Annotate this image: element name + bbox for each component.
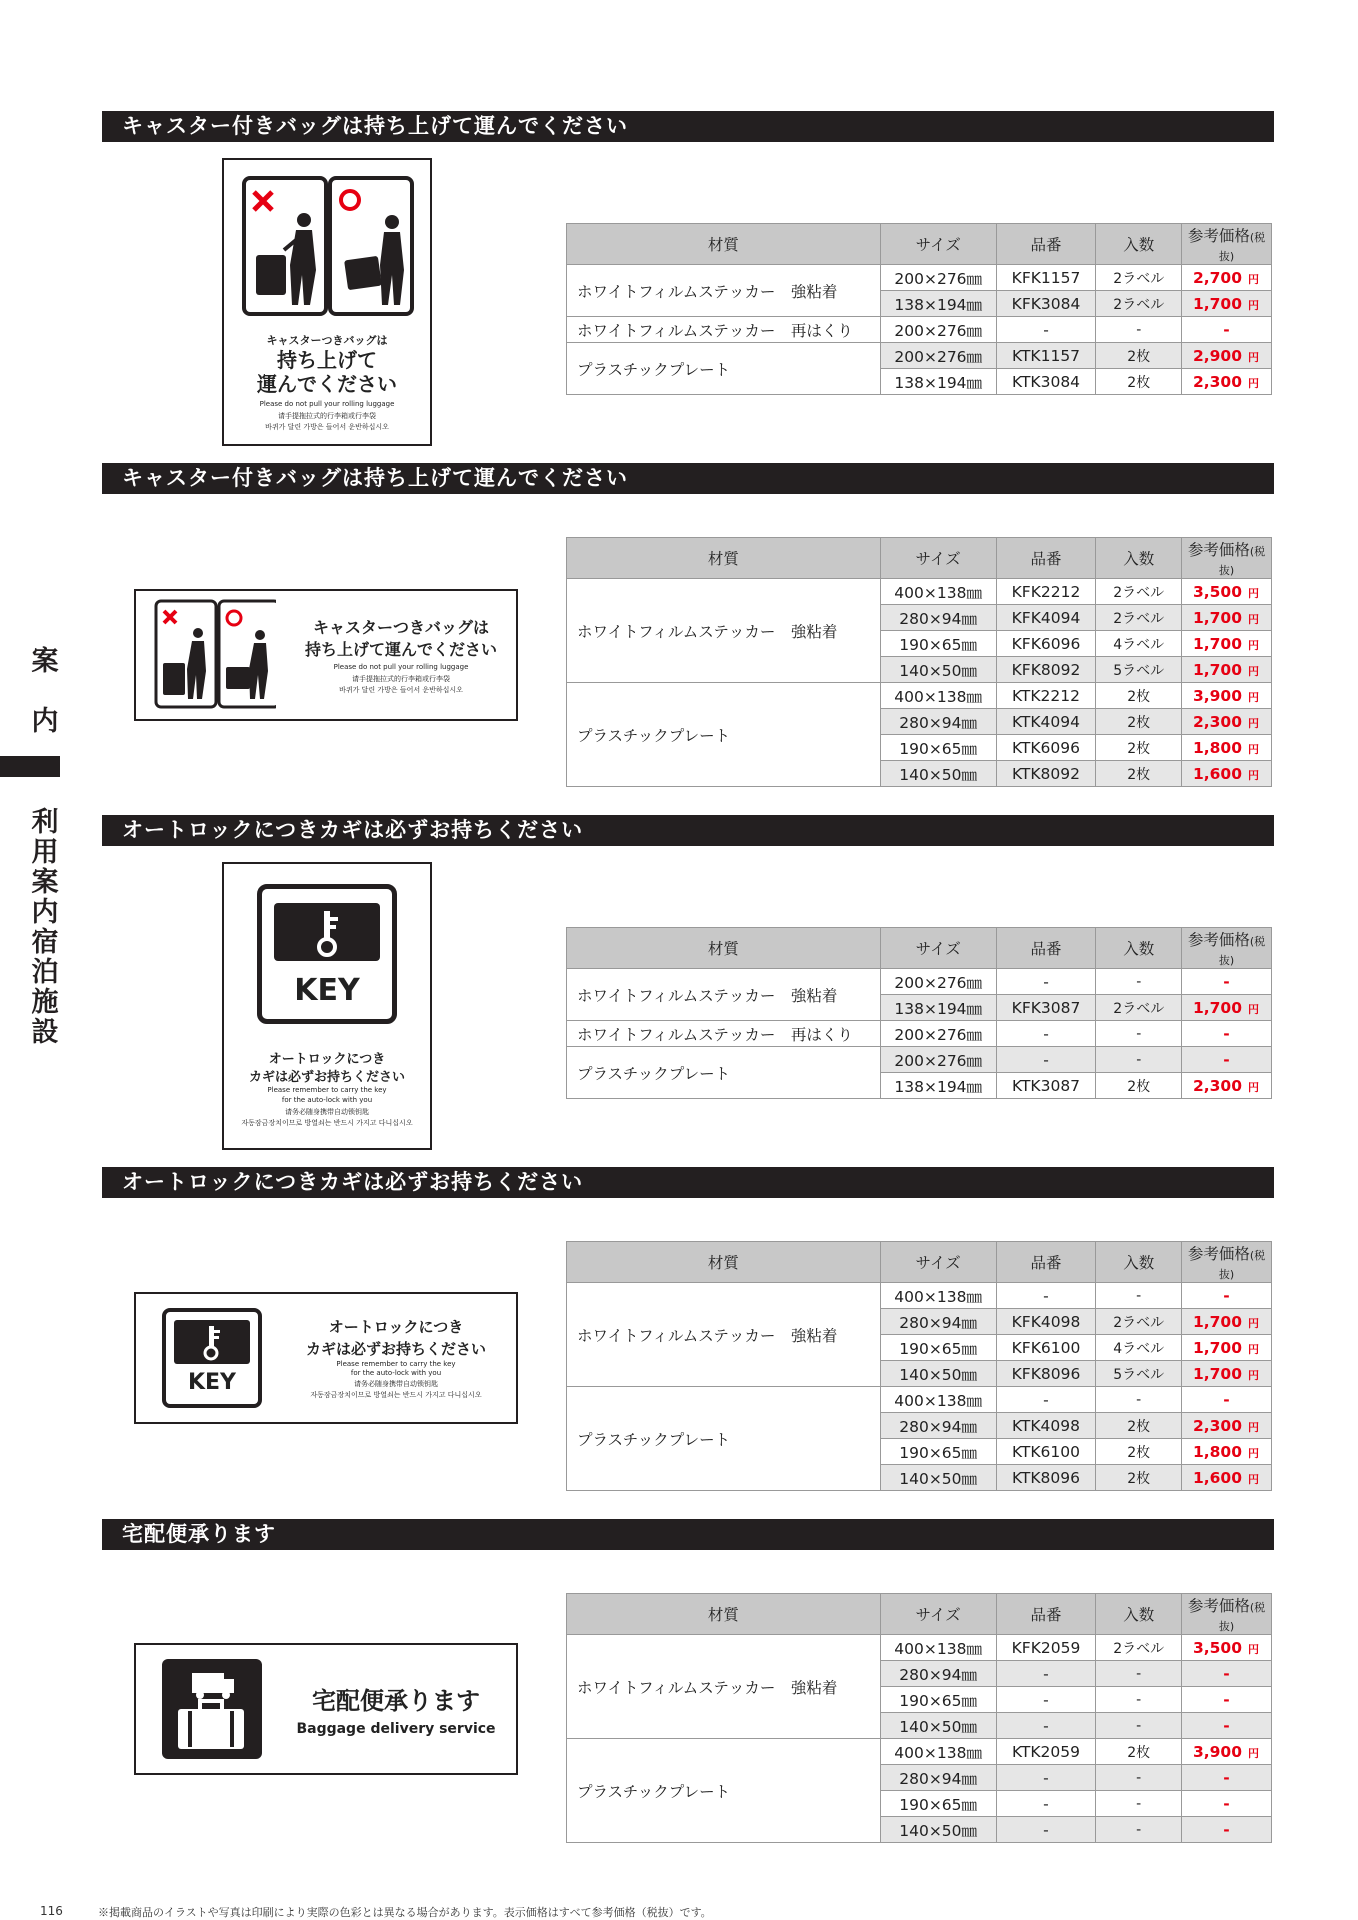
cell-size: 140×50㎜ (880, 657, 996, 683)
luggage-pictogram (136, 591, 276, 719)
cell-quantity: - (1096, 1387, 1182, 1413)
cell-price: 3,900 円 (1182, 683, 1272, 709)
header-size: サイズ (880, 928, 996, 969)
cell-part-number: - (996, 1283, 1096, 1309)
side-index-bottom: 利用案内 宿泊施設 (31, 807, 86, 1048)
cell-part-number: KFK2059 (996, 1635, 1096, 1661)
header-price: 参考価格(税抜) (1182, 1594, 1272, 1635)
sign-en-line1: Please remember to carry the key (267, 1086, 387, 1094)
sign-en: Baggage delivery service (296, 1721, 496, 1737)
cell-size: 140×50㎜ (880, 761, 996, 787)
cell-price: 2,300 円 (1182, 709, 1272, 735)
cell-size: 190×65㎜ (880, 1335, 996, 1361)
header-pn: 品番 (996, 928, 1096, 969)
sign-ko: 바퀴가 달린 가방은 들어서 운반하십시오 (339, 686, 463, 694)
sign-ko: 자동잠금장치이므로 방열쇠는 반드시 가지고 다니십시오 (241, 1119, 413, 1127)
cell-price: - (1182, 317, 1272, 343)
cell-size: 140×50㎜ (880, 1713, 996, 1739)
cell-size: 200×276㎜ (880, 969, 996, 995)
table-row (567, 683, 1272, 709)
cell-part-number: KTK2059 (996, 1739, 1096, 1765)
spec-table-5 (566, 1593, 1272, 1843)
sign-jp-line2: カギは必ずお持ちください (248, 1070, 405, 1085)
cell-size: 200×276㎜ (880, 1047, 996, 1073)
header-qty: 入数 (1096, 928, 1182, 969)
footer-note: ※掲載商品のイラストや写真は印刷により実際の色彩とは異なる場合があります。表示価格はすべて参考価格（税抜）です。 (98, 1906, 712, 1919)
sign-jp-line2: 持ち上げて運んでください (304, 640, 497, 659)
cell-material: プラスチックプレート (567, 1739, 881, 1843)
cell-quantity: 2ラベル (1096, 265, 1182, 291)
key-label: KEY (294, 973, 360, 1008)
cell-quantity: 2枚 (1096, 369, 1182, 395)
cell-price: 1,700 円 (1182, 1335, 1272, 1361)
cell-part-number: KFK8096 (996, 1361, 1096, 1387)
table-row (567, 1387, 1272, 1413)
key-icon (174, 1320, 250, 1364)
cell-price: 2,700 円 (1182, 265, 1272, 291)
cell-part-number: - (996, 1713, 1096, 1739)
cell-quantity: 2枚 (1096, 1465, 1182, 1491)
cell-price: - (1182, 1283, 1272, 1309)
cell-size: 280×94㎜ (880, 1765, 996, 1791)
cell-price: - (1182, 969, 1272, 995)
cell-part-number: KFK8092 (996, 657, 1096, 683)
header-qty: 入数 (1096, 224, 1182, 265)
cell-price: - (1182, 1791, 1272, 1817)
header-mat: 材質 (567, 1594, 881, 1635)
header-qty: 入数 (1096, 1594, 1182, 1635)
header-mat: 材質 (567, 928, 881, 969)
cell-part-number: - (996, 1021, 1096, 1047)
cell-material: ホワイトフィルムステッカー 強粘着 (567, 1635, 881, 1739)
cell-quantity: 5ラベル (1096, 1361, 1182, 1387)
header-price: 参考価格(税抜) (1182, 1242, 1272, 1283)
cell-size: 280×94㎜ (880, 1309, 996, 1335)
cell-part-number: - (996, 969, 1096, 995)
cell-price: 1,800 円 (1182, 735, 1272, 761)
cell-size: 140×50㎜ (880, 1361, 996, 1387)
cell-part-number: KTK1157 (996, 343, 1096, 369)
cell-size: 138×194㎜ (880, 995, 996, 1021)
cell-quantity: 2ラベル (1096, 995, 1182, 1021)
cell-price: - (1182, 1765, 1272, 1791)
cell-price: 1,700 円 (1182, 995, 1272, 1021)
sign-en-line2: for the auto-lock with you (281, 1096, 373, 1104)
cell-part-number: KFK4098 (996, 1309, 1096, 1335)
sign-ko: 바퀴가 달린 가방은 들어서 운반하십시오 (265, 423, 389, 431)
cell-size: 190×65㎜ (880, 1439, 996, 1465)
cell-size: 190×65㎜ (880, 735, 996, 761)
cell-price: 1,800 円 (1182, 1439, 1272, 1465)
sign-jp-line1: キャスターつきバッグは (312, 618, 489, 637)
cell-size: 400×138㎜ (880, 579, 996, 605)
table-row (567, 579, 1272, 605)
cell-part-number: KFK6096 (996, 631, 1096, 657)
cell-size: 138×194㎜ (880, 291, 996, 317)
table-row (567, 317, 1272, 343)
cell-quantity: 2ラベル (1096, 579, 1182, 605)
cell-quantity: 2枚 (1096, 1439, 1182, 1465)
sign-jp-line1: キャスターつきバッグは (266, 334, 388, 347)
key-label: KEY (187, 1370, 236, 1395)
cell-size: 400×138㎜ (880, 1635, 996, 1661)
cell-size: 280×94㎜ (880, 605, 996, 631)
cell-quantity: - (1096, 1791, 1182, 1817)
cell-price: - (1182, 1047, 1272, 1073)
cell-size: 138×194㎜ (880, 1073, 996, 1099)
sign-zh: 请手提拖拉式的行李箱或行李袋 (352, 675, 450, 683)
cell-size: 190×65㎜ (880, 1791, 996, 1817)
section-title-4: オートロックにつきカギは必ずお持ちください (98, 1167, 1274, 1198)
cell-part-number: KTK3087 (996, 1073, 1096, 1099)
cell-quantity: 2枚 (1096, 735, 1182, 761)
cell-part-number: KFK3087 (996, 995, 1096, 1021)
cell-part-number: KTK8096 (996, 1465, 1096, 1491)
cell-material: プラスチックプレート (567, 683, 881, 787)
cell-size: 190×65㎜ (880, 1687, 996, 1713)
cell-part-number: KTK6096 (996, 735, 1096, 761)
cell-part-number: KTK3084 (996, 369, 1096, 395)
section-title-5: 宅配便承ります (98, 1519, 1274, 1550)
cell-size: 138×194㎜ (880, 369, 996, 395)
spec-table-2 (566, 537, 1272, 787)
cell-quantity: 2ラベル (1096, 605, 1182, 631)
header-size: サイズ (880, 538, 996, 579)
cell-part-number: KTK4094 (996, 709, 1096, 735)
header-mat: 材質 (567, 538, 881, 579)
cell-quantity: 2ラベル (1096, 1635, 1182, 1661)
sign-key-vertical (222, 862, 432, 1150)
luggage-pictogram (224, 160, 430, 324)
cell-price: 1,700 円 (1182, 1361, 1272, 1387)
header-price: 参考価格(税抜) (1182, 224, 1272, 265)
table-row (567, 1021, 1272, 1047)
spec-table-3 (566, 927, 1272, 1099)
cell-price: 2,900 円 (1182, 343, 1272, 369)
cell-size: 280×94㎜ (880, 1661, 996, 1687)
cell-size: 200×276㎜ (880, 343, 996, 369)
cell-part-number: KFK6100 (996, 1335, 1096, 1361)
table-row (567, 1047, 1272, 1073)
cell-quantity: - (1096, 1765, 1182, 1791)
sign-ko: 자동잠금장치이므로 방열쇠는 반드시 가지고 다니십시오 (310, 1391, 482, 1399)
cell-part-number: KFK2212 (996, 579, 1096, 605)
header-qty: 入数 (1096, 1242, 1182, 1283)
cell-material: ホワイトフィルムステッカー 再はくり (567, 1021, 881, 1047)
cell-part-number: - (996, 317, 1096, 343)
sign-jp-line1: オートロックにつき (268, 1052, 386, 1067)
cell-size: 280×94㎜ (880, 1413, 996, 1439)
header-mat: 材質 (567, 224, 881, 265)
cell-price: 3,900 円 (1182, 1739, 1272, 1765)
cell-material: プラスチックプレート (567, 1047, 881, 1099)
cell-material: プラスチックプレート (567, 343, 881, 395)
section-title-2: キャスター付きバッグは持ち上げて運んでください (98, 463, 1274, 494)
cell-price: - (1182, 1687, 1272, 1713)
cell-quantity: 2枚 (1096, 1073, 1182, 1099)
sign-en-line1: Please remember to carry the key (336, 1360, 456, 1368)
cross-mark-icon (254, 192, 272, 210)
circle-mark-icon (341, 191, 359, 209)
cell-quantity: - (1096, 1283, 1182, 1309)
cell-quantity: 2枚 (1096, 1739, 1182, 1765)
section-title-3: オートロックにつきカギは必ずお持ちください (98, 815, 1274, 846)
table-row (567, 1283, 1272, 1309)
header-size: サイズ (880, 1242, 996, 1283)
sign-jp: 宅配便承ります (312, 1687, 480, 1715)
header-size: サイズ (880, 1594, 996, 1635)
sign-zh: 请务必随身携带自动锁钥匙 (285, 1108, 369, 1116)
cell-quantity: 2ラベル (1096, 1309, 1182, 1335)
cell-price: 1,700 円 (1182, 631, 1272, 657)
cell-size: 400×138㎜ (880, 1739, 996, 1765)
cell-part-number: - (996, 1791, 1096, 1817)
cell-quantity: - (1096, 1687, 1182, 1713)
cell-price: 2,300 円 (1182, 1073, 1272, 1099)
cell-quantity: 4ラベル (1096, 631, 1182, 657)
sign-luggage-vertical (222, 158, 432, 446)
sign-key-horizontal (134, 1292, 518, 1424)
sign-jp-line2: カギは必ずお持ちください (305, 1340, 486, 1358)
spec-table-1 (566, 223, 1272, 395)
sign-en-line2: for the auto-lock with you (350, 1369, 442, 1377)
spec-table-4 (566, 1241, 1272, 1491)
sign-jp-line3: 運んでください (257, 372, 397, 396)
page-number: 116 (40, 1904, 63, 1918)
header-pn: 品番 (996, 1242, 1096, 1283)
cell-quantity: 2枚 (1096, 761, 1182, 787)
header-price: 参考価格(税抜) (1182, 928, 1272, 969)
sign-jp-line1: オートロックにつき (328, 1318, 464, 1336)
table-row (567, 969, 1272, 995)
cell-quantity: - (1096, 1021, 1182, 1047)
cell-quantity: 2ラベル (1096, 291, 1182, 317)
section-title-1: キャスター付きバッグは持ち上げて運んでください (98, 111, 1274, 142)
cell-quantity: 2枚 (1096, 343, 1182, 369)
cell-part-number: - (996, 1387, 1096, 1413)
sign-delivery (134, 1643, 518, 1775)
cell-part-number: - (996, 1817, 1096, 1843)
sign-luggage-horizontal (134, 589, 518, 721)
cell-price: 1,700 円 (1182, 605, 1272, 631)
sign-en: Please do not pull your rolling luggage (259, 400, 395, 408)
table-row (567, 343, 1272, 369)
cell-price: 1,600 円 (1182, 761, 1272, 787)
cell-size: 400×138㎜ (880, 683, 996, 709)
delivery-icon (162, 1659, 262, 1759)
cell-material: プラスチックプレート (567, 1387, 881, 1491)
cell-size: 200×276㎜ (880, 265, 996, 291)
table-row (567, 1739, 1272, 1765)
cell-quantity: - (1096, 1817, 1182, 1843)
cell-quantity: 4ラベル (1096, 1335, 1182, 1361)
cell-size: 140×50㎜ (880, 1817, 996, 1843)
cell-price: - (1182, 1713, 1272, 1739)
key-icon (274, 903, 380, 961)
table-row (567, 1635, 1272, 1661)
cell-part-number: KTK8092 (996, 761, 1096, 787)
header-qty: 入数 (1096, 538, 1182, 579)
cell-part-number: - (996, 1047, 1096, 1073)
cell-size: 200×276㎜ (880, 317, 996, 343)
cell-part-number: - (996, 1765, 1096, 1791)
cell-part-number: KFK3084 (996, 291, 1096, 317)
header-price: 参考価格(税抜) (1182, 538, 1272, 579)
cell-price: 1,700 円 (1182, 291, 1272, 317)
key-frame (162, 1308, 262, 1408)
header-size: サイズ (880, 224, 996, 265)
cell-price: 2,300 円 (1182, 1413, 1272, 1439)
cell-price: - (1182, 1817, 1272, 1843)
cell-part-number: - (996, 1661, 1096, 1687)
cell-price: 1,700 円 (1182, 657, 1272, 683)
header-pn: 品番 (996, 224, 1096, 265)
cell-part-number: KTK2212 (996, 683, 1096, 709)
key-frame (257, 884, 397, 1024)
sign-jp-line2: 持ち上げて (277, 348, 377, 372)
cell-quantity: - (1096, 317, 1182, 343)
side-index-bar (0, 756, 60, 777)
cell-quantity: - (1096, 1713, 1182, 1739)
cell-price: - (1182, 1387, 1272, 1413)
cell-price: 3,500 円 (1182, 1635, 1272, 1661)
cell-price: 1,700 円 (1182, 1309, 1272, 1335)
cell-quantity: - (1096, 1047, 1182, 1073)
cell-material: ホワイトフィルムステッカー 強粘着 (567, 969, 881, 1021)
cell-part-number: KTK4098 (996, 1413, 1096, 1439)
cell-size: 400×138㎜ (880, 1283, 996, 1309)
sign-zh: 请手提拖拉式的行李箱或行李袋 (278, 412, 376, 420)
cell-quantity: 2枚 (1096, 683, 1182, 709)
cell-size: 140×50㎜ (880, 1465, 996, 1491)
cell-size: 200×276㎜ (880, 1021, 996, 1047)
cell-material: ホワイトフィルムステッカー 強粘着 (567, 579, 881, 683)
cell-quantity: 2枚 (1096, 709, 1182, 735)
cell-part-number: KFK1157 (996, 265, 1096, 291)
header-mat: 材質 (567, 1242, 881, 1283)
cell-size: 280×94㎜ (880, 709, 996, 735)
cell-part-number: KTK6100 (996, 1439, 1096, 1465)
cell-size: 400×138㎜ (880, 1387, 996, 1413)
header-pn: 品番 (996, 538, 1096, 579)
cell-quantity: 5ラベル (1096, 657, 1182, 683)
table-row (567, 265, 1272, 291)
cell-part-number: KFK4094 (996, 605, 1096, 631)
cell-price: 1,600 円 (1182, 1465, 1272, 1491)
cell-part-number: - (996, 1687, 1096, 1713)
cell-quantity: 2枚 (1096, 1413, 1182, 1439)
sign-en: Please do not pull your rolling luggage (333, 663, 469, 671)
cell-price: - (1182, 1661, 1272, 1687)
cell-quantity: - (1096, 1661, 1182, 1687)
cell-material: ホワイトフィルムステッカー 再はくり (567, 317, 881, 343)
cell-price: - (1182, 1021, 1272, 1047)
cell-size: 190×65㎜ (880, 631, 996, 657)
header-pn: 品番 (996, 1594, 1096, 1635)
sign-zh: 请务必随身携带自动锁钥匙 (354, 1380, 438, 1388)
cell-material: ホワイトフィルムステッカー 強粘着 (567, 265, 881, 317)
cell-price: 2,300 円 (1182, 369, 1272, 395)
cell-price: 3,500 円 (1182, 579, 1272, 605)
cell-material: ホワイトフィルムステッカー 強粘着 (567, 1283, 881, 1387)
cell-quantity: - (1096, 969, 1182, 995)
side-index-top: 案内 (31, 646, 59, 737)
